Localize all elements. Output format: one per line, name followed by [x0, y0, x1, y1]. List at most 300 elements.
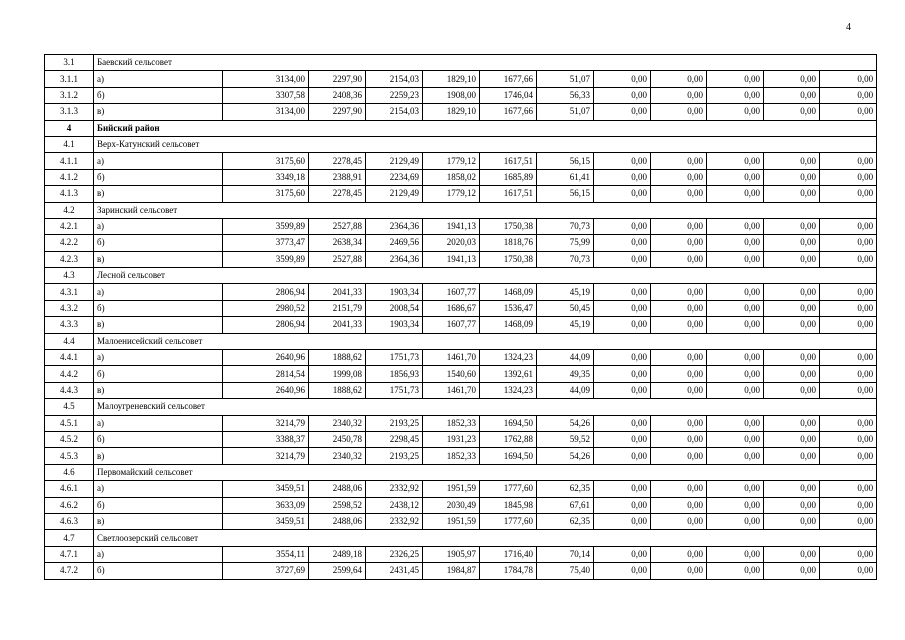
value-cell: 2364,36 [366, 251, 423, 267]
value-cell: 0,00 [594, 71, 651, 87]
value-cell: 2030,49 [423, 497, 480, 513]
value-cell: 2340,32 [309, 448, 366, 464]
row-number: 4.5.1 [45, 415, 94, 431]
table-row [45, 186, 877, 202]
value-cell: 1999,08 [309, 366, 366, 382]
value-cell: 1324,23 [480, 382, 537, 398]
row-number: 4.2 [45, 202, 94, 218]
value-cell: 70,14 [537, 546, 594, 562]
value-cell: 0,00 [820, 235, 877, 251]
value-cell: 45,19 [537, 317, 594, 333]
value-cell: 0,00 [764, 235, 820, 251]
value-cell: 0,00 [594, 563, 651, 579]
row-number: 4.3 [45, 268, 94, 284]
value-cell: 0,00 [594, 448, 651, 464]
value-cell: 3349,18 [223, 169, 309, 185]
table-row [45, 546, 877, 562]
value-cell: 0,00 [651, 87, 707, 103]
section-row [45, 136, 877, 152]
value-cell: 0,00 [707, 284, 764, 300]
value-cell: 0,00 [707, 104, 764, 120]
value-cell: 1617,51 [480, 153, 537, 169]
value-cell: 1931,23 [423, 431, 480, 447]
value-cell: 1818,76 [480, 235, 537, 251]
value-cell: 0,00 [651, 235, 707, 251]
value-cell: 0,00 [707, 448, 764, 464]
value-cell: 3175,60 [223, 186, 309, 202]
value-cell: 0,00 [651, 366, 707, 382]
value-cell: 0,00 [820, 382, 877, 398]
value-cell: 0,00 [820, 546, 877, 562]
value-cell: 0,00 [820, 415, 877, 431]
value-cell: 0,00 [651, 104, 707, 120]
value-cell: 0,00 [707, 317, 764, 333]
variant-label: а) [94, 218, 223, 234]
value-cell: 3459,51 [223, 481, 309, 497]
value-cell: 0,00 [594, 218, 651, 234]
table-row [45, 350, 877, 366]
value-cell: 1536,47 [480, 300, 537, 316]
row-number: 4.6 [45, 464, 94, 480]
section-row [45, 399, 877, 415]
value-cell: 0,00 [764, 481, 820, 497]
variant-label: б) [94, 300, 223, 316]
value-cell: 1858,02 [423, 169, 480, 185]
value-cell: 44,09 [537, 350, 594, 366]
value-cell: 3773,47 [223, 235, 309, 251]
value-cell: 0,00 [651, 382, 707, 398]
table-row [45, 251, 877, 267]
value-cell: 0,00 [651, 218, 707, 234]
table-body [45, 55, 877, 580]
value-cell: 54,26 [537, 448, 594, 464]
section-title: Малоугреневский сельсовет [94, 399, 877, 415]
value-cell: 1888,62 [309, 382, 366, 398]
value-cell: 0,00 [764, 104, 820, 120]
value-cell: 3134,00 [223, 104, 309, 120]
value-cell: 1941,13 [423, 218, 480, 234]
value-cell: 1751,73 [366, 382, 423, 398]
row-number: 4.5.3 [45, 448, 94, 464]
value-cell: 61,41 [537, 169, 594, 185]
value-cell: 2388,91 [309, 169, 366, 185]
section-row [45, 268, 877, 284]
table-row [45, 71, 877, 87]
value-cell: 1951,59 [423, 481, 480, 497]
value-cell: 0,00 [651, 169, 707, 185]
value-cell: 1903,34 [366, 317, 423, 333]
table-row [45, 300, 877, 316]
value-cell: 1905,97 [423, 546, 480, 562]
value-cell: 2408,36 [309, 87, 366, 103]
value-cell: 0,00 [651, 513, 707, 529]
value-cell: 0,00 [651, 350, 707, 366]
value-cell: 50,45 [537, 300, 594, 316]
value-cell: 2431,45 [366, 563, 423, 579]
row-number: 4.5 [45, 399, 94, 415]
value-cell: 0,00 [764, 87, 820, 103]
value-cell: 0,00 [651, 251, 707, 267]
variant-label: в) [94, 186, 223, 202]
value-cell: 3175,60 [223, 153, 309, 169]
value-cell: 2340,32 [309, 415, 366, 431]
row-number: 4.4.2 [45, 366, 94, 382]
value-cell: 1677,66 [480, 71, 537, 87]
value-cell: 1784,78 [480, 563, 537, 579]
value-cell: 56,15 [537, 153, 594, 169]
value-cell: 0,00 [651, 186, 707, 202]
value-cell: 1686,67 [423, 300, 480, 316]
value-cell: 3554,11 [223, 546, 309, 562]
variant-label: б) [94, 235, 223, 251]
row-number: 4.1.1 [45, 153, 94, 169]
section-title: Первомайский сельсовет [94, 464, 877, 480]
value-cell: 1777,60 [480, 481, 537, 497]
value-cell: 2598,52 [309, 497, 366, 513]
row-number: 3.1.3 [45, 104, 94, 120]
value-cell: 0,00 [594, 284, 651, 300]
value-cell: 0,00 [707, 153, 764, 169]
value-cell: 0,00 [594, 513, 651, 529]
value-cell: 0,00 [707, 415, 764, 431]
value-cell: 70,73 [537, 218, 594, 234]
value-cell: 51,07 [537, 104, 594, 120]
value-cell: 0,00 [707, 218, 764, 234]
table-row [45, 153, 877, 169]
table-row [45, 169, 877, 185]
value-cell: 2193,25 [366, 448, 423, 464]
row-number: 3.1 [45, 55, 94, 71]
value-cell: 3388,37 [223, 431, 309, 447]
value-cell: 0,00 [764, 317, 820, 333]
value-cell: 1468,09 [480, 317, 537, 333]
row-number: 4.2.2 [45, 235, 94, 251]
value-cell: 1694,50 [480, 448, 537, 464]
value-cell: 2806,94 [223, 284, 309, 300]
variant-label: а) [94, 415, 223, 431]
value-cell: 0,00 [651, 481, 707, 497]
value-cell: 2527,88 [309, 218, 366, 234]
value-cell: 1779,12 [423, 153, 480, 169]
value-cell: 0,00 [707, 513, 764, 529]
table-row [45, 87, 877, 103]
value-cell: 2638,34 [309, 235, 366, 251]
value-cell: 0,00 [820, 153, 877, 169]
variant-label: а) [94, 481, 223, 497]
value-cell: 2438,12 [366, 497, 423, 513]
value-cell: 1908,00 [423, 87, 480, 103]
value-cell: 3599,89 [223, 251, 309, 267]
value-cell: 0,00 [594, 366, 651, 382]
table-row [45, 431, 877, 447]
value-cell: 2278,45 [309, 153, 366, 169]
value-cell: 0,00 [707, 169, 764, 185]
value-cell: 0,00 [651, 546, 707, 562]
value-cell: 1984,87 [423, 563, 480, 579]
value-cell: 0,00 [594, 382, 651, 398]
value-cell: 0,00 [820, 431, 877, 447]
value-cell: 0,00 [707, 350, 764, 366]
section-title: Бийский район [94, 120, 877, 136]
value-cell: 0,00 [651, 563, 707, 579]
value-cell: 0,00 [764, 448, 820, 464]
value-cell: 2364,36 [366, 218, 423, 234]
table-row [45, 317, 877, 333]
row-number: 3.1.1 [45, 71, 94, 87]
tariff-table [44, 54, 877, 580]
value-cell: 1685,89 [480, 169, 537, 185]
value-cell: 0,00 [820, 350, 877, 366]
value-cell: 1888,62 [309, 350, 366, 366]
value-cell: 3459,51 [223, 513, 309, 529]
variant-label: б) [94, 497, 223, 513]
value-cell: 2154,03 [366, 71, 423, 87]
value-cell: 0,00 [707, 431, 764, 447]
variant-label: б) [94, 563, 223, 579]
value-cell: 0,00 [651, 284, 707, 300]
value-cell: 2234,69 [366, 169, 423, 185]
value-cell: 1829,10 [423, 104, 480, 120]
row-number: 4.6.2 [45, 497, 94, 513]
value-cell: 1324,23 [480, 350, 537, 366]
value-cell: 3214,79 [223, 448, 309, 464]
value-cell: 2041,33 [309, 317, 366, 333]
table-row [45, 563, 877, 579]
value-cell: 1941,13 [423, 251, 480, 267]
table-row [45, 415, 877, 431]
row-number: 4.4.3 [45, 382, 94, 398]
value-cell: 1392,61 [480, 366, 537, 382]
value-cell: 1951,59 [423, 513, 480, 529]
value-cell: 1750,38 [480, 218, 537, 234]
section-row [45, 464, 877, 480]
variant-label: в) [94, 104, 223, 120]
value-cell: 59,52 [537, 431, 594, 447]
value-cell: 1762,88 [480, 431, 537, 447]
value-cell: 0,00 [594, 350, 651, 366]
value-cell: 3599,89 [223, 218, 309, 234]
value-cell: 2297,90 [309, 71, 366, 87]
row-number: 4.7.2 [45, 563, 94, 579]
value-cell: 0,00 [707, 300, 764, 316]
variant-label: в) [94, 513, 223, 529]
row-number: 4.5.2 [45, 431, 94, 447]
value-cell: 1751,73 [366, 350, 423, 366]
value-cell: 2332,92 [366, 513, 423, 529]
section-title: Светлоозерский сельсовет [94, 530, 877, 546]
value-cell: 2980,52 [223, 300, 309, 316]
value-cell: 0,00 [594, 104, 651, 120]
value-cell: 1852,33 [423, 415, 480, 431]
value-cell: 2450,78 [309, 431, 366, 447]
value-cell: 2640,96 [223, 382, 309, 398]
value-cell: 0,00 [820, 251, 877, 267]
value-cell: 0,00 [764, 382, 820, 398]
value-cell: 0,00 [651, 317, 707, 333]
row-number: 4.4 [45, 333, 94, 349]
value-cell: 56,15 [537, 186, 594, 202]
value-cell: 0,00 [707, 497, 764, 513]
value-cell: 0,00 [820, 563, 877, 579]
value-cell: 56,33 [537, 87, 594, 103]
value-cell: 2129,49 [366, 153, 423, 169]
variant-label: в) [94, 251, 223, 267]
value-cell: 2151,79 [309, 300, 366, 316]
value-cell: 1607,77 [423, 317, 480, 333]
value-cell: 0,00 [764, 300, 820, 316]
variant-label: б) [94, 366, 223, 382]
value-cell: 0,00 [820, 71, 877, 87]
section-row [45, 333, 877, 349]
value-cell: 0,00 [651, 497, 707, 513]
value-cell: 2332,92 [366, 481, 423, 497]
row-number: 4.6.3 [45, 513, 94, 529]
value-cell: 1777,60 [480, 513, 537, 529]
value-cell: 0,00 [764, 169, 820, 185]
value-cell: 0,00 [764, 513, 820, 529]
value-cell: 0,00 [820, 169, 877, 185]
value-cell: 0,00 [820, 481, 877, 497]
value-cell: 0,00 [820, 448, 877, 464]
value-cell: 0,00 [594, 415, 651, 431]
value-cell: 75,99 [537, 235, 594, 251]
section-row [45, 120, 877, 136]
value-cell: 0,00 [820, 284, 877, 300]
value-cell: 70,73 [537, 251, 594, 267]
value-cell: 1468,09 [480, 284, 537, 300]
value-cell: 2193,25 [366, 415, 423, 431]
value-cell: 0,00 [707, 186, 764, 202]
value-cell: 0,00 [764, 218, 820, 234]
value-cell: 62,35 [537, 513, 594, 529]
variant-label: а) [94, 284, 223, 300]
value-cell: 0,00 [764, 71, 820, 87]
value-cell: 0,00 [651, 448, 707, 464]
value-cell: 0,00 [764, 415, 820, 431]
value-cell: 2278,45 [309, 186, 366, 202]
row-number: 4 [45, 120, 94, 136]
row-number: 4.2.3 [45, 251, 94, 267]
value-cell: 1903,34 [366, 284, 423, 300]
value-cell: 1677,66 [480, 104, 537, 120]
value-cell: 0,00 [594, 153, 651, 169]
value-cell: 0,00 [820, 186, 877, 202]
row-number: 4.4.1 [45, 350, 94, 366]
variant-label: а) [94, 546, 223, 562]
value-cell: 2489,18 [309, 546, 366, 562]
row-number: 4.7.1 [45, 546, 94, 562]
section-row [45, 530, 877, 546]
section-title: Верх-Катунский сельсовет [94, 136, 877, 152]
value-cell: 0,00 [651, 300, 707, 316]
value-cell: 0,00 [820, 104, 877, 120]
value-cell: 3307,58 [223, 87, 309, 103]
value-cell: 0,00 [764, 153, 820, 169]
value-cell: 0,00 [707, 481, 764, 497]
value-cell: 2527,88 [309, 251, 366, 267]
value-cell: 0,00 [707, 366, 764, 382]
value-cell: 0,00 [594, 317, 651, 333]
table-row [45, 235, 877, 251]
section-title: Баевский сельсовет [94, 55, 877, 71]
value-cell: 0,00 [707, 546, 764, 562]
value-cell: 54,26 [537, 415, 594, 431]
value-cell: 0,00 [820, 87, 877, 103]
row-number: 4.7 [45, 530, 94, 546]
row-number: 4.1.2 [45, 169, 94, 185]
page-number: 4 [846, 22, 851, 33]
value-cell: 0,00 [707, 87, 764, 103]
value-cell: 1716,40 [480, 546, 537, 562]
section-title: Малоенисейский сельсовет [94, 333, 877, 349]
section-title: Лесной сельсовет [94, 268, 877, 284]
value-cell: 67,61 [537, 497, 594, 513]
value-cell: 0,00 [594, 87, 651, 103]
value-cell: 0,00 [707, 71, 764, 87]
value-cell: 2297,90 [309, 104, 366, 120]
variant-label: а) [94, 153, 223, 169]
value-cell: 2640,96 [223, 350, 309, 366]
variant-label: в) [94, 448, 223, 464]
section-row [45, 55, 877, 71]
value-cell: 2599,64 [309, 563, 366, 579]
value-cell: 0,00 [820, 497, 877, 513]
value-cell: 0,00 [764, 497, 820, 513]
value-cell: 2154,03 [366, 104, 423, 120]
value-cell: 2020,03 [423, 235, 480, 251]
value-cell: 45,19 [537, 284, 594, 300]
value-cell: 0,00 [594, 300, 651, 316]
value-cell: 0,00 [594, 481, 651, 497]
row-number: 3.1.2 [45, 87, 94, 103]
value-cell: 75,40 [537, 563, 594, 579]
value-cell: 0,00 [707, 251, 764, 267]
value-cell: 0,00 [651, 153, 707, 169]
value-cell: 49,35 [537, 366, 594, 382]
value-cell: 0,00 [594, 546, 651, 562]
value-cell: 2008,54 [366, 300, 423, 316]
value-cell: 1829,10 [423, 71, 480, 87]
table-row [45, 218, 877, 234]
value-cell: 0,00 [764, 546, 820, 562]
value-cell: 44,09 [537, 382, 594, 398]
value-cell: 0,00 [820, 513, 877, 529]
table-row [45, 481, 877, 497]
value-cell: 0,00 [764, 366, 820, 382]
value-cell: 0,00 [820, 218, 877, 234]
value-cell: 0,00 [707, 235, 764, 251]
row-number: 4.3.1 [45, 284, 94, 300]
value-cell: 2259,23 [366, 87, 423, 103]
variant-label: в) [94, 317, 223, 333]
value-cell: 2129,49 [366, 186, 423, 202]
value-cell: 0,00 [820, 366, 877, 382]
value-cell: 51,07 [537, 71, 594, 87]
variant-label: а) [94, 71, 223, 87]
value-cell: 0,00 [707, 382, 764, 398]
value-cell: 0,00 [594, 169, 651, 185]
value-cell: 1461,70 [423, 382, 480, 398]
value-cell: 0,00 [764, 350, 820, 366]
table-row [45, 513, 877, 529]
row-number: 4.1 [45, 136, 94, 152]
value-cell: 0,00 [764, 563, 820, 579]
variant-label: б) [94, 431, 223, 447]
row-number: 4.3.2 [45, 300, 94, 316]
table-row [45, 448, 877, 464]
value-cell: 1694,50 [480, 415, 537, 431]
value-cell: 3134,00 [223, 71, 309, 87]
